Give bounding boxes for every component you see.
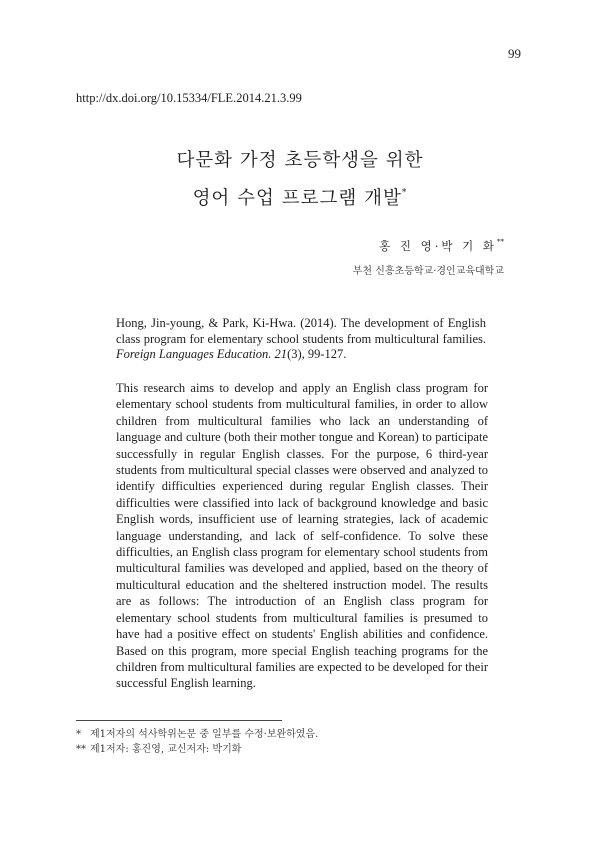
citation-prefix: Hong, Jin-young, & Park, Ki-Hwa. (2014). The development of English class program for elementary school students from multicultural families. [116, 316, 486, 346]
page-number: 99 [508, 46, 521, 61]
footnote-1-mark: * [76, 729, 81, 740]
citation-suffix: (3), 99-127. [287, 347, 347, 362]
footnote-2-text: 제1저자: 홍진영, 교신저자: 박기화 [90, 744, 242, 755]
authors-footnote-mark: ** [497, 238, 504, 246]
authors [379, 238, 504, 254]
title-line-1: 다문화 가정 초등학생을 위한 [176, 150, 424, 171]
affiliation: 부천 신흥초등학교·경인교육대학교 [352, 266, 504, 277]
footnote-divider [76, 720, 282, 721]
title-footnote-mark: * [401, 188, 408, 198]
abstract: This research aims to develop and apply an English class program for elementary school students from multicultural families, in order to allow children from multicultural families who lack an understanding of language and culture (both their mother tongue and Korean) to participate successfully in regular English classes. For the purpose, 6 third-year students from multicultural special classes were observed and analyzed to identify difficulties experienced during regular English classes. Their difficulties were classified into lack of background knowledge and basic English words, insufficient use of learning strategies, lack of academic language understanding, and lack of self-confidence. To solve these difficulties, an English class program for elementary school students from multicultural families was developed and applied, based on the theory of multicultural education and the sheltered instruction model. The results are as follows: The introduction of an English class program for elementary school students from multicultural families is presumed to have had a positive effect on students' English abilities and confidence. Based on this program, more special English teaching programs for the children from multicultural families are expected to be developed for their successful English learning. [116, 381, 488, 691]
footnote-1 [76, 727, 318, 742]
authors-names: 홍 진 영·박 기 화 [379, 239, 497, 253]
doi-link[interactable]: http://dx.doi.org/10.15334/FLE.2014.21.3.99 [76, 91, 302, 105]
title-line-2 [0, 177, 600, 215]
title-line-2-text: 영어 수업 프로그램 개발 [192, 188, 402, 209]
citation [116, 316, 486, 363]
footnote-2-mark: ** [76, 744, 86, 755]
paper-title [0, 145, 600, 215]
footnote-2 [76, 742, 318, 757]
footnote-1-text: 제1저자의 석사학위논문 중 일부를 수정·보완하였음. [90, 729, 319, 740]
footnotes [76, 727, 318, 757]
citation-journal: Foreign Languages Education. 21 [116, 347, 288, 362]
